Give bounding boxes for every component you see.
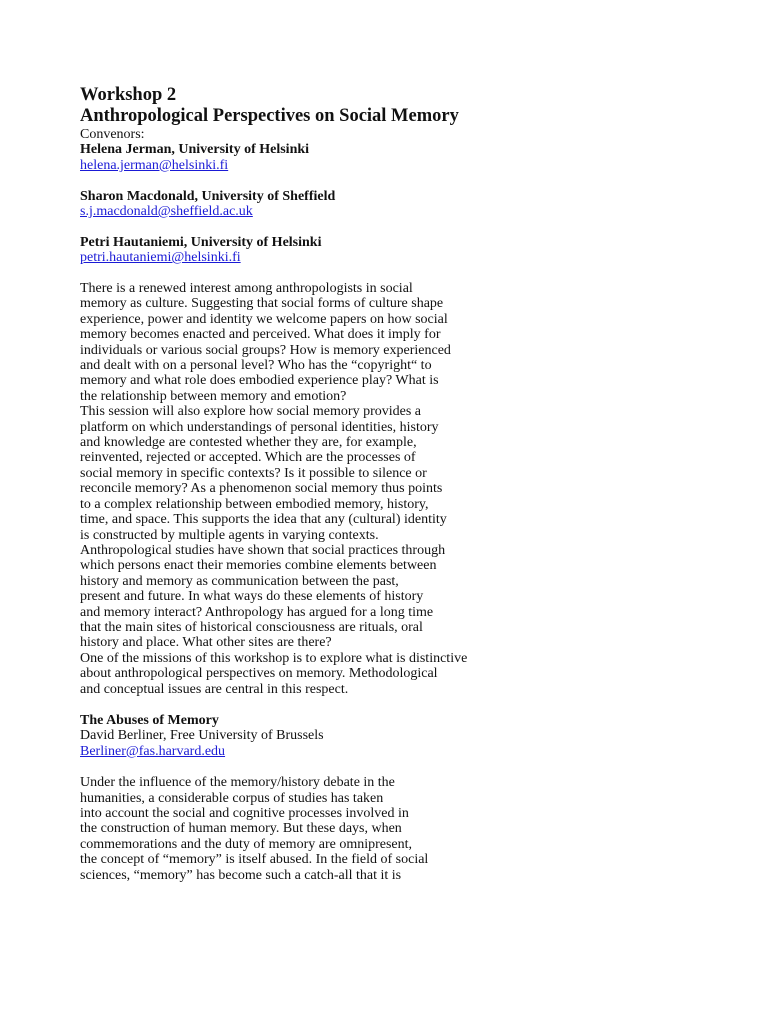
body-line: Anthropological studies have shown that social practices through: [80, 542, 446, 558]
abstract-line: commemorations and the duty of memory are omnipresent,: [80, 836, 413, 852]
abstract-line: humanities, a considerable corpus of studies has taken: [80, 790, 384, 806]
body-line: history and place. What other sites are there?: [80, 635, 332, 651]
abstract-line: Under the influence of the memory/history debate in the: [80, 775, 395, 791]
convenor-email-link[interactable]: helena.jerman@helsinki.fi: [80, 157, 229, 173]
body-line: that the main sites of historical consciousness are rituals, oral: [80, 619, 423, 635]
body-line: about anthropological perspectives on memory. Methodological: [80, 666, 438, 682]
workshop-description: [80, 281, 500, 697]
abstract-line: the construction of human memory. But these days, when: [80, 821, 402, 837]
body-line: memory as culture. Suggesting that social forms of culture shape: [80, 296, 444, 312]
body-line: social memory in specific contexts? Is it possible to silence or: [80, 465, 427, 481]
body-line: One of the missions of this workshop is to explore what is distinctive: [80, 650, 468, 666]
body-line: reconcile memory? As a phenomenon social memory thus points: [80, 481, 443, 497]
paper-author: David Berliner, Free University of Brussels: [80, 728, 324, 744]
convenor-email-link[interactable]: petri.hautaniemi@helsinki.fi: [80, 250, 241, 266]
body-line: and memory interact? Anthropology has argued for a long time: [80, 604, 434, 620]
body-line: experience, power and identity we welcome papers on how social: [80, 311, 448, 327]
abstract-line: sciences, “memory” has become such a catch-all that it is: [80, 867, 402, 883]
paper-title: The Abuses of Memory: [80, 712, 219, 728]
body-line: time, and space. This supports the idea that any (cultural) identity: [80, 512, 447, 528]
workshop-number: Workshop 2: [80, 85, 177, 105]
abstract-line: the concept of “memory” is itself abused. In the field of social: [80, 852, 429, 868]
body-line: memory and what role does embodied experience play? What is: [80, 373, 439, 389]
convenor-email-link[interactable]: s.j.macdonald@sheffield.ac.uk: [80, 204, 253, 220]
body-line: history and memory as communication between the past,: [80, 573, 399, 589]
document-page: [80, 85, 500, 883]
body-line: to a complex relationship between embodied memory, history,: [80, 496, 429, 512]
abstract-line: into account the social and cognitive processes involved in: [80, 806, 409, 822]
body-line: platform on which understandings of personal identities, history: [80, 419, 439, 435]
body-line: which persons enact their memories combine elements between: [80, 558, 437, 574]
body-line: reinvented, rejected or accepted. Which are the processes of: [80, 450, 416, 466]
body-line: present and future. In what ways do these elements of history: [80, 589, 424, 605]
body-line: and dealt with on a personal level? Who has the “copyright“ to: [80, 358, 432, 374]
convenors-label: Convenors:: [80, 127, 145, 142]
body-line: and conceptual issues are central in this respect.: [80, 681, 349, 697]
body-line: individuals or various social groups? How is memory experienced: [80, 342, 451, 358]
convenor-name: Sharon Macdonald, University of Sheffield: [80, 188, 336, 204]
body-line: There is a renewed interest among anthropologists in social: [80, 281, 413, 297]
body-line: is constructed by multiple agents in varying contexts.: [80, 527, 379, 543]
body-line: and knowledge are contested whether they are, for example,: [80, 435, 417, 451]
paper-abstract: [80, 775, 500, 883]
body-line: This session will also explore how social memory provides a: [80, 404, 421, 420]
body-line: the relationship between memory and emotion?: [80, 388, 347, 404]
workshop-title: Anthropological Perspectives on Social Memory: [80, 106, 459, 126]
paper-email-link[interactable]: Berliner@fas.harvard.edu: [80, 743, 226, 759]
convenor-name: Helena Jerman, University of Helsinki: [80, 142, 310, 158]
body-line: memory becomes enacted and perceived. What does it imply for: [80, 327, 441, 343]
convenor-name: Petri Hautaniemi, University of Helsinki: [80, 234, 322, 250]
